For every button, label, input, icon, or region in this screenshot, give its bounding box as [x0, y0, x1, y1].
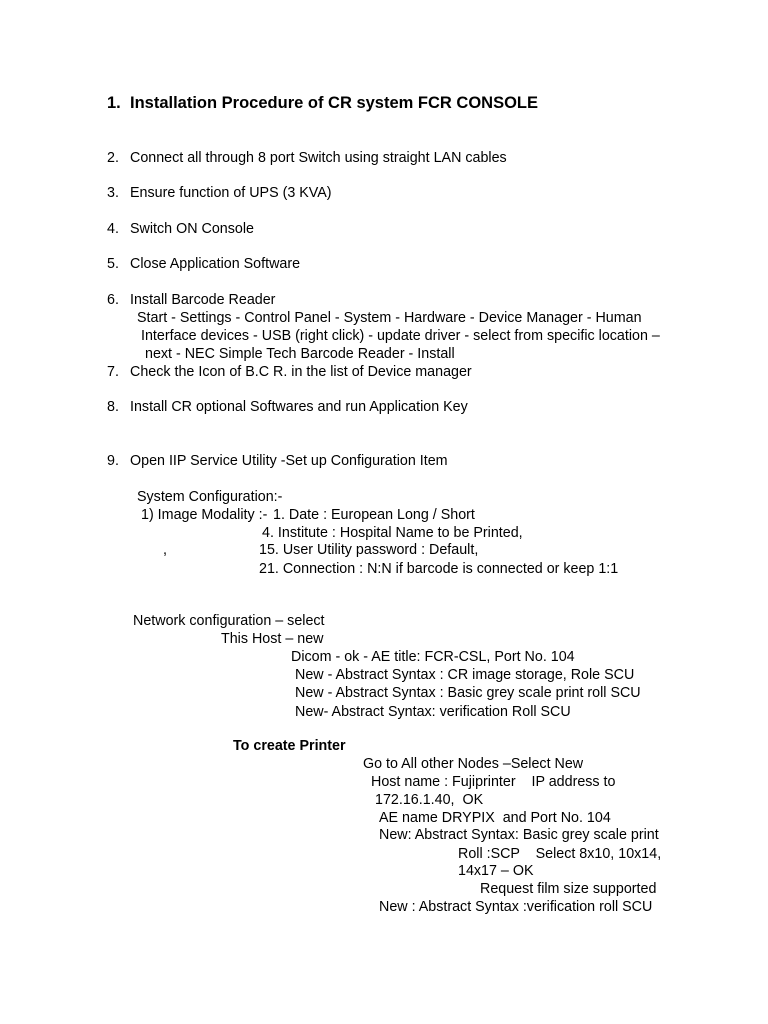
printer-line: Roll :SCP Select 8x10, 10x14, [458, 846, 662, 862]
network-syntax: New- Abstract Syntax: verification Roll SCU [295, 704, 571, 720]
step-text: Connect all through 8 port Switch using straight LAN cables [130, 150, 507, 166]
step-text: Open IIP Service Utility -Set up Configuration Item [130, 453, 448, 469]
step-number: 6. [107, 292, 119, 308]
barcode-detail-line: Interface devices - USB (right click) - update driver - select from specific location – [141, 328, 660, 344]
title-number: 1. [107, 94, 121, 112]
network-config-heading: Network configuration – select [133, 613, 325, 629]
network-syntax: New - Abstract Syntax : CR image storage, Role SCU [295, 667, 635, 683]
step-text: Install CR optional Softwares and run Application Key [130, 399, 468, 415]
config-item: 15. User Utility password : Default, [259, 542, 479, 558]
network-this-host: This Host – new [221, 631, 324, 647]
system-config-heading: System Configuration:- [137, 489, 283, 505]
step-number: 7. [107, 364, 119, 380]
step-text: Close Application Software [130, 256, 301, 272]
step-text: Ensure function of UPS (3 KVA) [130, 185, 332, 201]
step-number: 8. [107, 399, 119, 415]
printer-line: 14x17 – OK [458, 863, 534, 879]
step-text: Switch ON Console [130, 221, 254, 237]
printer-line: Host name : Fujiprinter IP address to [371, 774, 616, 790]
printer-line: New : Abstract Syntax :verification roll SCU [379, 899, 653, 915]
step-text: Install Barcode Reader [130, 292, 276, 308]
page-title: Installation Procedure of CR system FCR CONSOLE [130, 94, 538, 112]
network-dicom: Dicom - ok - AE title: FCR-CSL, Port No. 104 [291, 649, 575, 665]
printer-line: New: Abstract Syntax: Basic grey scale print [379, 827, 659, 843]
step-number: 5. [107, 256, 119, 272]
config-item: 4. Institute : Hospital Name to be Printed, [262, 525, 523, 541]
network-syntax: New - Abstract Syntax : Basic grey scale print roll SCU [295, 685, 641, 701]
config-item: 1. Date : European Long / Short [273, 507, 475, 523]
step-number: 2. [107, 150, 119, 166]
config-item: 21. Connection : N:N if barcode is connected or keep 1:1 [259, 561, 619, 577]
printer-line: AE name DRYPIX and Port No. 104 [379, 810, 611, 826]
config-comma: , [163, 542, 167, 558]
barcode-detail-line: Start - Settings - Control Panel - System - Hardware - Device Manager - Human [137, 310, 642, 326]
printer-line: 172.16.1.40, OK [375, 792, 484, 808]
printer-line: Request film size supported [480, 881, 657, 897]
printer-heading: To create Printer [233, 738, 346, 754]
step-number: 4. [107, 221, 119, 237]
printer-line: Go to All other Nodes –Select New [363, 756, 584, 772]
step-text: Check the Icon of B.C R. in the list of Device manager [130, 364, 472, 380]
step-number: 9. [107, 453, 119, 469]
step-number: 3. [107, 185, 119, 201]
image-modality-label: 1) Image Modality :- [141, 507, 268, 523]
barcode-detail-line: next - NEC Simple Tech Barcode Reader - Install [145, 346, 455, 362]
